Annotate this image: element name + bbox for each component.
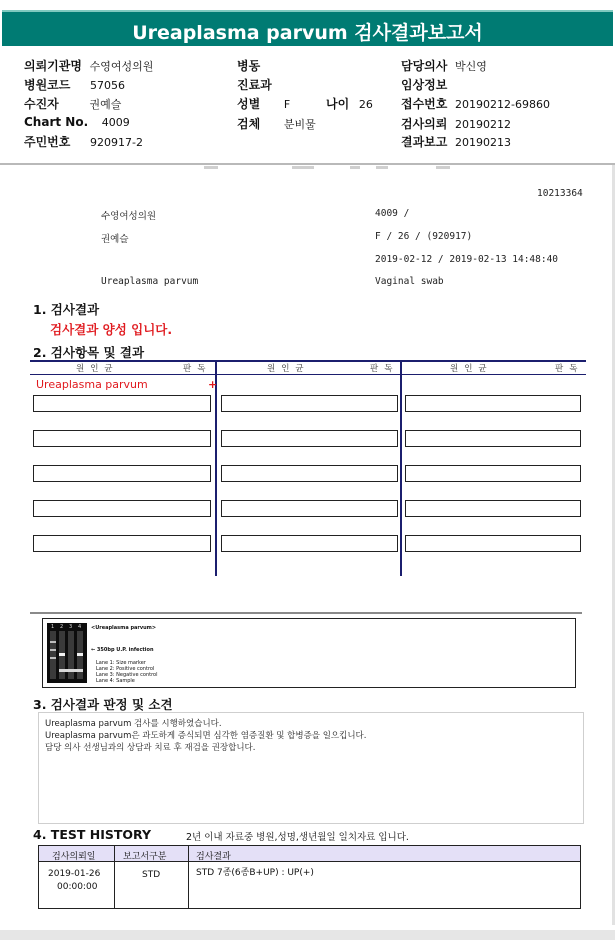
section2-heading: 2. 검사항목 및 결과: [33, 345, 145, 360]
doctor-value: 박신영: [455, 60, 487, 73]
grid-divider-1: [215, 360, 217, 576]
history-header-date: 검사의뢰일: [52, 852, 96, 862]
col1-pathogen-header: 원인균: [76, 364, 119, 374]
id-row: [24, 133, 143, 150]
history-row-result: STD 7종(6종B+UP) : UP(+): [196, 868, 314, 878]
result-box: [221, 430, 398, 447]
report-date-row: [401, 133, 511, 150]
opinion-box: [38, 712, 584, 824]
history-note: 2년 이내 자료중 병원,성명,생년월일 일치자료 입니다.: [186, 832, 409, 843]
section3-heading: 3. 검사결과 판정 및 소견: [33, 697, 173, 712]
sex-value: F: [283, 98, 291, 111]
result-box: [405, 535, 581, 552]
result-box: [405, 500, 581, 517]
page-bottom-band: [0, 930, 615, 940]
chart-label: Chart No.: [24, 115, 89, 129]
dept-row: [237, 76, 272, 93]
gel-band: [50, 657, 56, 659]
report-title: Ureaplasma parvum 검사결과보고서: [132, 22, 483, 44]
result-box: [221, 535, 398, 552]
opinion-line: 담당 의사 선생님과의 상담과 치료 후 재검을 권장합니다.: [45, 743, 256, 753]
history-row-date: 2019-01-26: [48, 869, 101, 879]
lane-number: 4: [78, 624, 82, 630]
gel-band: [77, 653, 83, 656]
gel-band: [59, 669, 83, 672]
title-band: [2, 10, 613, 46]
history-row-time: 00:00:00: [57, 882, 98, 892]
doctor-label: 담당의사: [401, 59, 448, 73]
section4-heading: 4. TEST HISTORY: [33, 827, 152, 842]
request-value: 20190212: [455, 118, 512, 131]
result-box: [221, 465, 398, 482]
specimen-value: 분비물: [283, 118, 316, 131]
form-dates: 2019-02-12 / 2019-02-13 14:48:40: [375, 254, 559, 265]
hospital-code-row: [24, 76, 125, 93]
receipt-row: [401, 95, 550, 112]
history-col-divider: [114, 846, 115, 908]
chart-value: 4009: [101, 116, 130, 129]
history-header-type: 보고서구분: [123, 852, 167, 862]
hospital-code-label: 병원코드: [24, 78, 71, 92]
recipient-row: [24, 95, 121, 112]
result-box: [221, 395, 398, 412]
opinion-line: Ureaplasma parvum 검사를 시행하였습니다.: [45, 719, 222, 729]
history-header-result: 검사결과: [196, 852, 231, 862]
age-row: [326, 95, 373, 112]
specimen-row: [237, 115, 316, 132]
organism-result: +: [208, 378, 218, 391]
gel-image: [47, 623, 87, 683]
form-test-name: Ureaplasma parvum: [101, 276, 199, 287]
form-clinic: 수영여성의원: [101, 211, 157, 222]
recipient-label: 수진자: [24, 97, 59, 111]
history-table: [38, 845, 581, 909]
gel-legend-item: Lane 2: Positive control: [96, 666, 155, 672]
lane-number: 3: [69, 624, 73, 630]
age-label: 나이: [326, 97, 350, 111]
report-date-label: 결과보고: [401, 135, 448, 149]
document-number: 10213364: [537, 188, 583, 199]
organism-name: Ureaplasma parvum: [36, 378, 148, 391]
id-value: 920917-2: [90, 136, 143, 149]
specimen-label: 검체: [237, 117, 261, 131]
receipt-value: 20190212-69860: [455, 98, 550, 111]
result-box: [33, 535, 211, 552]
institution-row: [24, 57, 153, 74]
gel-band: [50, 641, 56, 643]
col1-judgement-header: 판독: [183, 364, 212, 374]
result-grid: [30, 360, 586, 576]
result-box: [33, 465, 211, 482]
form-sex-age: F / 26 / (920917): [375, 231, 473, 242]
report-title-bar: [0, 0, 615, 48]
grid-header-line: [30, 374, 586, 375]
recipient-value: 권예슬: [89, 98, 122, 111]
gel-electrophoresis-panel: [42, 618, 576, 688]
gel-legend-item: Lane 3: Negative control: [96, 672, 158, 678]
result-box: [405, 430, 581, 447]
sex-row: [237, 95, 290, 112]
result-box: [33, 500, 211, 517]
history-row-type: STD: [142, 870, 161, 880]
gel-band-label: ← 350bp U.P. infection: [91, 647, 154, 653]
form-specimen: Vaginal swab: [375, 276, 444, 287]
history-header-row: [39, 846, 580, 862]
col3-pathogen-header: 원인균: [450, 364, 493, 374]
doctor-row: [401, 57, 487, 74]
hospital-code-value: 57056: [90, 79, 126, 92]
clinical-label: 임상정보: [401, 78, 448, 92]
id-label: 주민번호: [24, 135, 71, 149]
institution-value: 수영여성의원: [89, 60, 154, 73]
ward-label: 병동: [237, 59, 261, 73]
gel-legend-item: Lane 1: Size marker: [96, 660, 146, 666]
result-box: [33, 395, 211, 412]
ward-row: [237, 57, 260, 74]
opinion-line: Ureaplasma parvum은 과도하게 증식되면 심각한 염증질환 및 합병증을 일으킵니다.: [45, 731, 367, 741]
form-chart: 4009 /: [375, 208, 410, 219]
section-separator: [30, 612, 582, 614]
gel-title: <Ureaplasma parvum>: [91, 625, 157, 631]
gel-lane: [50, 631, 56, 679]
result-box: [221, 500, 398, 517]
result-box: [405, 465, 581, 482]
gel-band: [50, 649, 56, 651]
grid-divider-2: [400, 360, 402, 576]
gel-band: [59, 653, 65, 656]
dept-label: 진료과: [237, 78, 272, 92]
faint-text-bleed: [200, 162, 470, 170]
institution-label: 의뢰기관명: [24, 59, 82, 73]
form-name: 권예슬: [101, 234, 129, 245]
age-value: 26: [358, 98, 373, 111]
lane-number: 2: [60, 624, 64, 630]
result-box: [33, 430, 211, 447]
sex-label: 성별: [237, 97, 261, 111]
request-row: [401, 115, 511, 132]
col2-pathogen-header: 원인균: [267, 364, 310, 374]
receipt-label: 접수번호: [401, 97, 448, 111]
section1-heading: 1. 검사결과: [33, 302, 100, 317]
positive-result-text: 검사결과 양성 입니다.: [50, 322, 173, 337]
request-label: 검사의뢰: [401, 117, 448, 131]
clinical-row: [401, 76, 447, 93]
chart-row: [24, 115, 130, 129]
report-date-value: 20190213: [455, 136, 512, 149]
history-col-divider: [188, 846, 189, 908]
lane-number: 1: [51, 624, 55, 630]
gel-legend-item: Lane 4: Sample: [96, 678, 135, 684]
result-box: [405, 395, 581, 412]
col3-judgement-header: 판독: [555, 364, 584, 374]
col2-judgement-header: 판독: [370, 364, 399, 374]
